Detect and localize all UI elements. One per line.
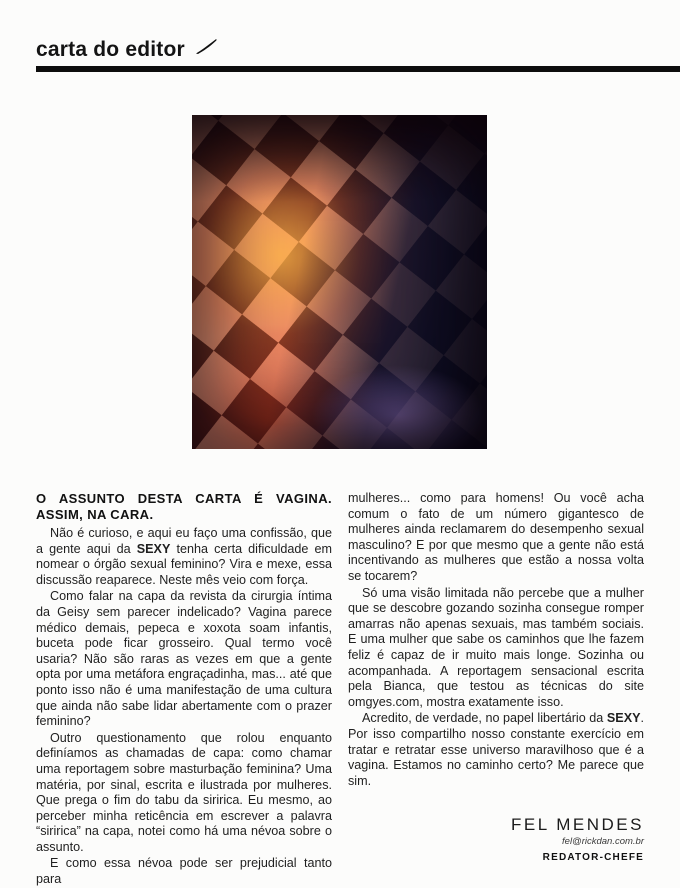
article-body [36,491,644,888]
pen-icon [195,39,217,59]
body-paragraph: Acredito, de verdade, no papel libertário da SEXY. Por isso compartilho nosso constante exercício em tratar e retratar esse universo maravilhoso que é a vagina. Estamos no caminho certo? Me parece que sim. [348,711,644,788]
section-header [36,32,680,72]
column-right [348,491,644,888]
editorial-photo [192,115,487,449]
editor-role: REDATOR-CHEFE [542,852,644,864]
body-paragraph: E como essa névoa pode ser prejudicial tanto para [36,856,332,887]
header-rule [36,66,680,72]
section-title: carta do editor [36,38,185,61]
body-paragraph: Outro questionamento que rolou enquanto definíamos as chamadas de capa: como chamar uma reportagem sobre masturbação feminina? Uma matéria, por sinal, escrita e ilustrada por mulheres. Que prega o fim do tabu da siririca. Eu mesmo, ao perceber minha reticência em escrever a palavra “siririca” na capa, notei como há uma névoa sobre o assunto. [36,730,332,854]
article-heading: O ASSUNTO DESTA CARTA É VAGINA. ASSIM, NA CARA. [36,491,332,522]
body-paragraph: mulheres... como para homens! Ou você acha comum o fato de um número gigantesco de mulheres ainda reclamarem do desempenho sexual masculino? E por que mesmo que a gente não está incentivando as mulheres que estão a nossa volta se tocarem? [348,491,644,583]
editor-email: fel@rickdan.com.br [562,836,644,848]
editor-name: FEL MENDES [510,815,644,835]
signature-block [348,815,644,863]
masthead-row [36,32,680,60]
column-left [36,491,332,888]
vignette [192,115,487,449]
body-paragraph: Só uma visão limitada não percebe que a mulher que se descobre gozando sozinha consegue romper amarras não apenas sexuais, mas também sociais. E uma mulher que sabe os caminhos que lhe fazem feliz é capaz de ir muito mais longe. Sozinha ou acompanhada. A reportagem sensacional escrita pela Bianca, que testou as técnicas do site omgyes.com, mostra exatamente isso. [348,585,644,709]
body-paragraph: Como falar na capa da revista da cirurgia íntima da Geisy sem parecer indelicado? Vagina parece médico demais, pepeca e xoxota soam infantis, buceta pode ficar grosseiro. Qual termo você usaria? Não são raras as vezes em que a gente opta por uma metáfora engraçadinha, mas... até que ponto isso não é uma manifestação de uma cultura que ainda não sabe lidar abertamente com o prazer feminino? [36,589,332,729]
body-paragraph: Não é curioso, e aqui eu faço uma confissão, que a gente aqui da SEXY tenha certa dificuldade em nomear o órgão sexual feminino? Vira e mexe, essa discussão reaparece. Neste mês veio com força. [36,526,332,587]
